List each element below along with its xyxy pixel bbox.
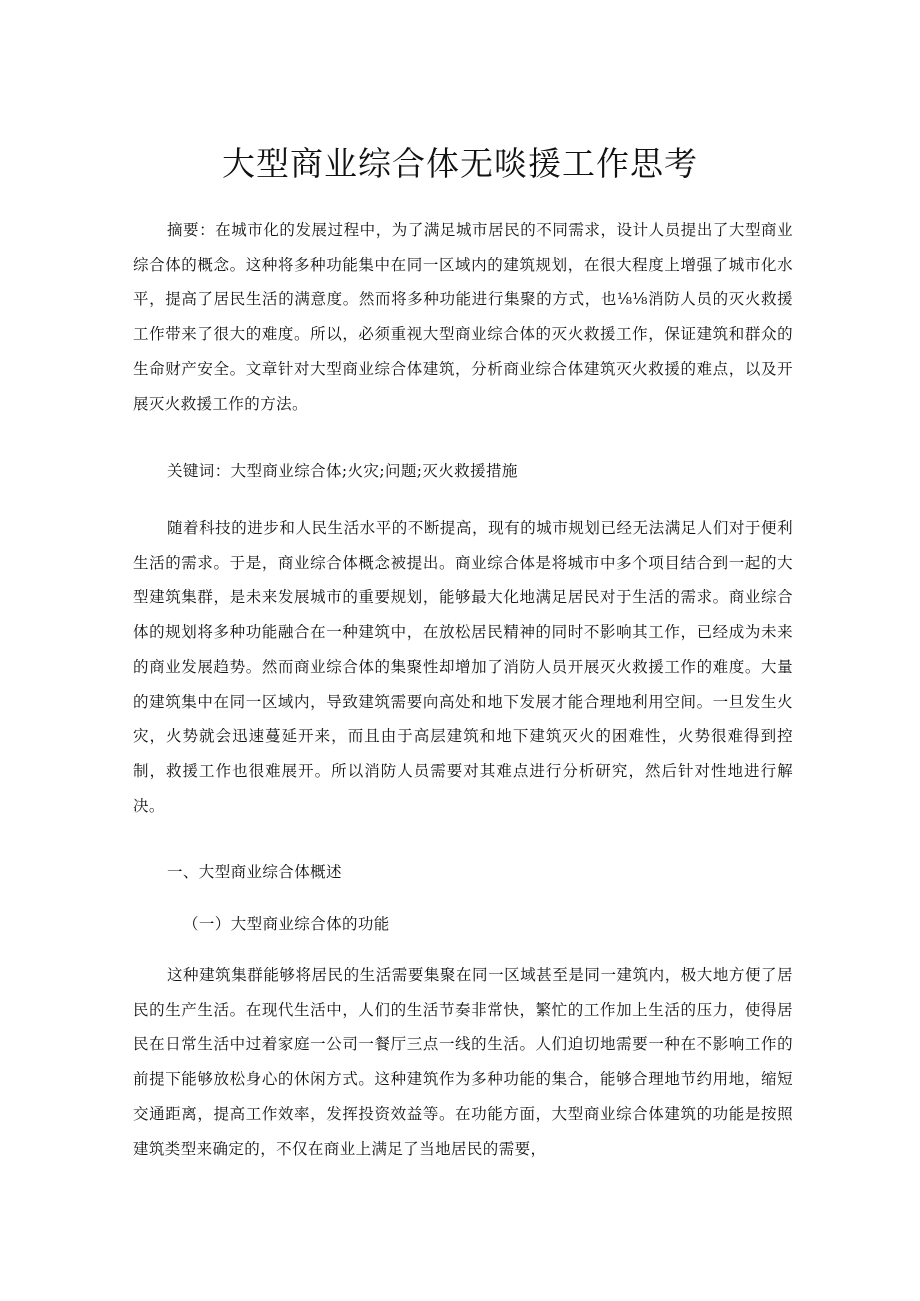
document-title: 大型商业综合体无啖援工作思考: [222, 144, 698, 183]
intro-paragraph: 随着科技的进步和人民生活水平的不断提高，现有的城市规划已经无法满足人们对于便利生活的需求。于是，商业综合体概念被提出。商业综合体是将城市中多个项目结合到一起的大型建筑集群，是未来发展城市的重要规划，能够最大化地满足居民对于生活的需求。商业综合体的规划将多种功能融合在一种建筑中，在放松居民精神的同时不影响其工作，已经成为未来的商业发展趋势。然而商业综合体的集聚性却增加了消防人员开展灭火救援工作的难度。大量的建筑集中在同一区域内，导致建筑需要向高处和地下发展才能合理地利用空间。一旦发生火灾，火势就会迅速蔓延开来，而且由于高层建筑和地下建筑灭火的困难性，火势很难得到控制，救援工作也很难展开。所以消防人员需要对其难点进行分析研究，然后针对性地进行解决。: [133, 519, 793, 815]
keywords-line: 关键词：大型商业综合体;火灾;问题;灭火救援措施: [167, 462, 518, 480]
subsection-heading: （一）大型商业综合体的功能: [183, 915, 390, 933]
abstract-paragraph: 摘要：在城市化的发展过程中，为了满足城市居民的不同需求，设计人员提出了大型商业综合体的概念。这种将多种功能集中在同一区域内的建筑规划，在很大程度上增强了城市化水平，提高了居民生活的满意度。然而将多种功能进行集聚的方式，也⅛⅛消防人员的灭火救援工作带来了很大的难度。所以，必须重视大型商业综合体的灭火救援工作，保证建筑和群众的生命财产安全。文章针对大型商业综合体建筑，分析商业综合体建筑灭火救援的难点，以及开展灭火救援工作的方法。: [133, 221, 793, 413]
body-paragraph: 这种建筑集群能够将居民的生活需要集聚在同一区域甚至是同一建筑内，极大地方便了居民的生产生活。在现代生活中，人们的生活节奏非常快，繁忙的工作加上生活的压力，使得居民在日常生活中过着家庭一公司一餐厅三点一线的生活。人们迫切地需要一种在不影响工作的前提下能够放松身心的休闲方式。这种建筑作为多种功能的集合，能够合理地节约用地，缩短交通距离，提高工作效率，发挥投资效益等。在功能方面，大型商业综合体建筑的功能是按照建筑类型来确定的，不仅在商业上满足了当地居民的需要，: [133, 966, 793, 1158]
section-heading: 一、大型商业综合体概述: [167, 863, 342, 881]
